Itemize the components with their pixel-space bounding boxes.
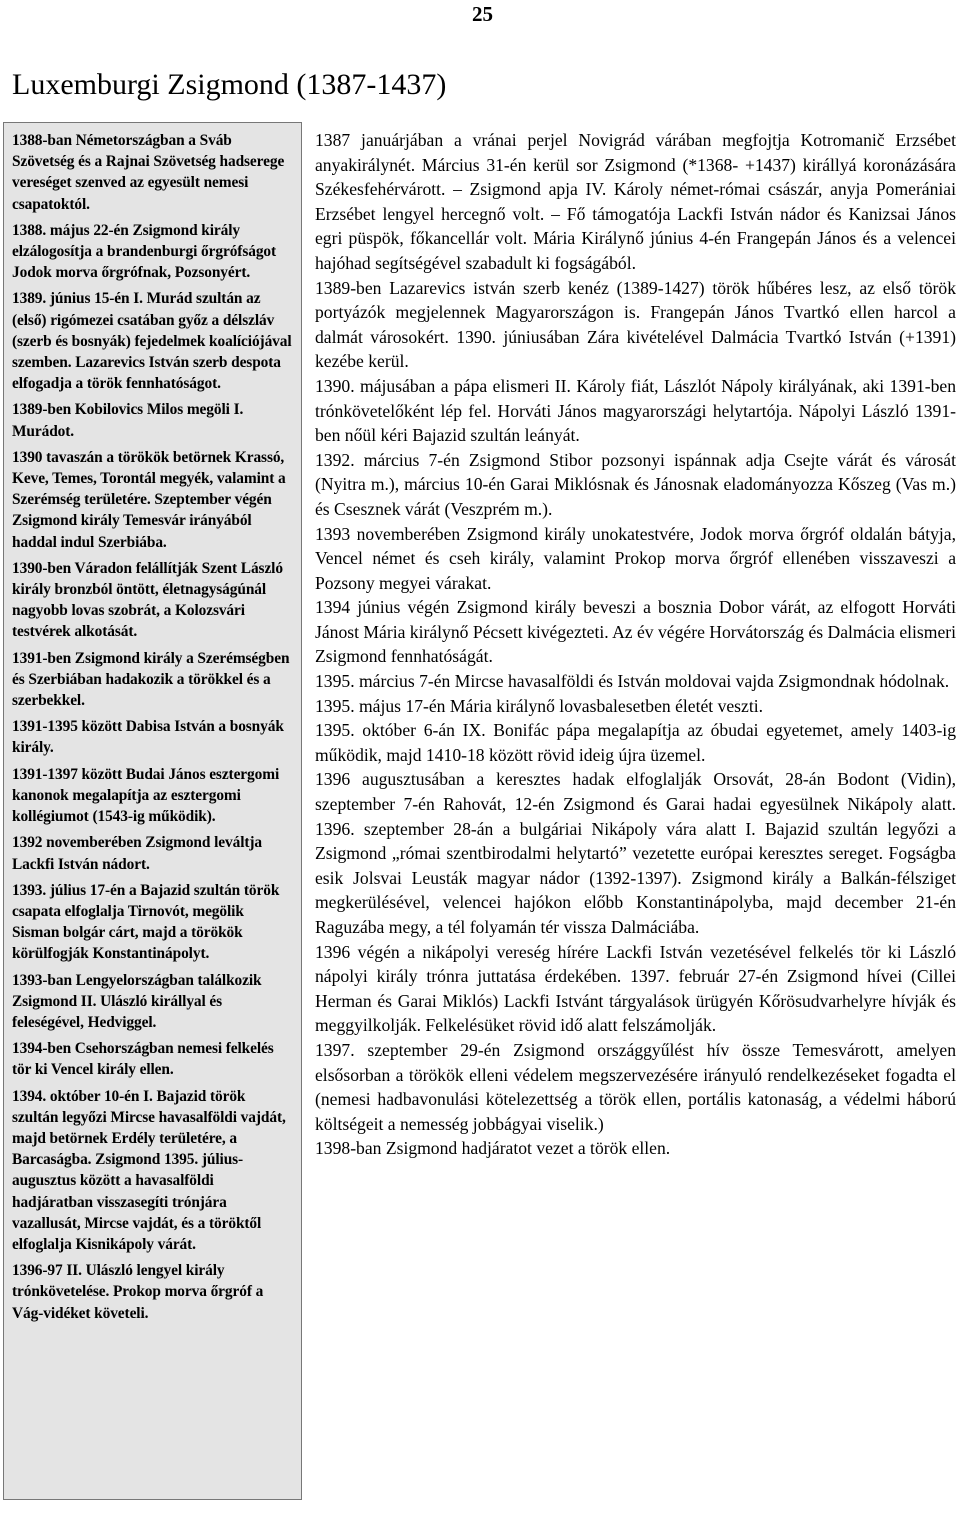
main-paragraph: 1398-ban Zsigmond hadjáratot vezet a török ellen.	[315, 1138, 671, 1159]
page-title: Luxemburgi Zsigmond (1387-1437)	[12, 68, 447, 101]
sidebar-paragraph: 1390 tavaszán a törökök betörnek Krassó, Keve, Temes, Torontál megyék, valamint a Szerémség területére. Szeptember végén Zsigmond király Temesvár irányából haddal indul Szerbiába.	[12, 448, 286, 551]
main-paragraph: 1390. májusában a pápa elismeri II. Károly fiát, Lászlót Nápoly királyának, aki 1391-ben trónkövetelőként lép fel. Horváti János magyarországi helytartója. Nápolyi László 1391-ben nőül kéri Bajazid szultán leányát.	[315, 375, 956, 446]
sidebar-paragraph: 1392 novemberében Zsigmond leváltja Lackfi István nádort.	[12, 834, 263, 873]
main-paragraph: 1395. március 7-én Mircse havasalföldi és István moldovai vajda Zsigmondnak hódolnak.	[315, 671, 950, 692]
main-paragraph: 1396 végén a nikápolyi vereség hírére Lackfi István vezetésével felkelés tör ki László nápolyi király trónra juttatása érdekében. 1397. február 27-én Zsigmond hívei (Cillei Herman és Garai Miklós) Lackfi Istvánt tárgyalások ürügyén Kőrösudvarhelyre hívják és meggyilkolják. Felkelésüket rövid idő alatt felszámolják.	[315, 941, 956, 1036]
sidebar-paragraph: 1389. június 15-én I. Murád szultán az (első) rigómezei csatában győz a délszláv (szerb és bosnyák) fejedelmek koalíciójával szemben. Lazarevics István szerb despota elfogadja a török fennhatóságot.	[12, 290, 292, 393]
sidebar-paragraph: 1393. július 17-én a Bajazid szultán török csapata elfoglalja Tirnovót, megölik Sisman bolgár cárt, majd a törökök körülfogják Konstantinápolyt.	[12, 881, 280, 963]
sidebar-timeline-box	[3, 122, 302, 1500]
main-text-column	[315, 128, 956, 1161]
main-paragraph: 1392. március 7-én Zsigmond Stibor pozsonyi ispánnak adja Csejte várát és városát (Nyitra m.), március 10-én Garai Miklósnak és Jánosnak eladományozza Kőszeg (Vas m.) és Csesznek várát (Veszprém m.).	[315, 449, 956, 519]
sidebar-paragraph: 1391-1397 között Budai János esztergomi kanonok megalapítja az esztergomi kollégiumot (1543-ig működik).	[12, 765, 280, 826]
main-paragraph: 1389-ben Lazarevics istván szerb kenéz (1389-1427) török hűbéres lesz, az első török portyázók megjelennek Magyarországon is. Frangepán János Tvartkó ellen harcol a dalmát városokért. 1390. júniusában Zára kivételével Dalmácia Tvartkó István (+1391) kezébe kerül.	[315, 277, 956, 372]
main-paragraph: 1395. május 17-én Mária királynő lovasbalesetben életét veszti.	[315, 695, 764, 716]
page-number: 25	[472, 2, 493, 26]
sidebar-paragraph: 1391-1395 között Dabisa István a bosnyák király.	[12, 718, 284, 757]
sidebar-paragraph: 1388. május 22-én Zsigmond király elzálogosítja a brandenburgi őrgrófságot Jodok morva őrgrófnak, Pozsonyért.	[12, 221, 277, 282]
sidebar-paragraph: 1393-ban Lengyelországban találkozik Zsigmond II. Ulászló királlyal és feleségével, Hedviggel.	[12, 971, 262, 1031]
sidebar-paragraph: 1389-ben Kobilovics Milos megöli I. Murádot.	[12, 401, 244, 440]
sidebar-paragraph: 1388-ban Németországban a Sváb Szövetség és a Rajnai Szövetség hadserege vereséget szenved az egyesült nemesi csapatoktól.	[12, 132, 285, 213]
main-paragraph: 1387 januárjában a vránai perjel Novigrád várában megfojtja Kotromanič Erzsébet anyakirálynét. Március 31-én kerül sor Zsigmond (*1368- +1437) királlyá koronázására Székesfehérvárott. – Zsigmond apja IV. Károly német-római császár, anyja Pomerániai Erzsébet lengyel hercegnő volt. – Fő támogatója Lackfi István nádor és Kanizsai János egri püspök, főkancellár volt. Mária Királynő június 4-én Frangepán János és a velencei hajóhad segítségével szabadult ki fogságából.	[315, 130, 956, 273]
sidebar-paragraph: 1394. október 10-én I. Bajazid török szultán legyőzi Mircse havasalföldi vajdát, majd betörnek Erdély területére, a Barcaságba. Zsigmond 1395. július-augusztus között a havasalföldi hadjáratban visszasegíti trónjára vazallusát, Mircse vajdát, és a töröktől elfoglalja Kisnikápoly várát.	[12, 1087, 286, 1253]
sidebar-paragraph: 1396-97 II. Ulászló lengyel király trónkövetelése. Prokop morva őrgróf a Vág-vidéket követeli.	[12, 1262, 264, 1322]
main-paragraph: 1395. október 6-án IX. Bonifác pápa megalapítja az óbudai egyetemet, amely 1403-ig működik, majd 1410-18 között rövid ideig újra üzemel.	[315, 720, 956, 765]
main-paragraph: 1396 augusztusában a keresztes hadak elfoglalják Orsovát, 28-án Bodont (Vidin), szeptember 7-én Rahovát, 12-én Zsigmond és Garai hadai egyesülnek Nikápoly alatt. 1396. szeptember 28-án a bulgáriai Nikápoly vára alatt I. Bajazid szultán legyőzi a Zsigmond „római szentbirodalmi helytartó” vezetette európai keresztes sereget. Fogságba esik Jolsvai Leusták magyar nádor (1392-1397). Zsigmond király a Balkán-félsziget megkerülésével, velencei hajókon előbb Konstantinápolyba, majd december 21-én Raguzába megy, a tél folyamán tér vissza Dalmáciába.	[315, 769, 956, 937]
sidebar-paragraph: 1390-ben Váradon felállítják Szent László király bronzból öntött, életnagyságúnál nagyobb lovas szobrát, a Kolozsvári testvérek alkotását.	[12, 559, 283, 641]
main-paragraph: 1393 novemberében Zsigmond király unokatestvére, Jodok morva őrgróf oldalán bátyja, Vencel német és cseh király, valamint Prokop morva őrgróf ellenében visszaveszi a Pozsony megyei várakat.	[315, 523, 956, 593]
main-paragraph: 1397. szeptember 29-én Zsigmond országgyűlést hív össze Temesvárott, amelyen elsősorban a törökök elleni védelem megszervezésére irányuló rendelkezéseket fogadta el (nemesi hadbavonulási kötelezettség a török ellen, portális katonaság, a védelmi háború költségeit a nemesség jobbágyai viselik.)	[315, 1039, 956, 1134]
sidebar-paragraph: 1394-ben Csehországban nemesi felkelés tör ki Vencel király ellen.	[12, 1040, 274, 1079]
main-paragraph: 1394 június végén Zsigmond király beveszi a bosznia Dobor várát, az elfogott Horváti Jánost Mária királynő Pécsett kivégezteti. Az év végére Horvátország és Dalmácia elismeri Zsigmond fennhatóságát.	[315, 597, 956, 667]
sidebar-paragraph: 1391-ben Zsigmond király a Szerémségben és Szerbiában hadakozik a törökkel és a szerbekkel.	[12, 649, 290, 710]
